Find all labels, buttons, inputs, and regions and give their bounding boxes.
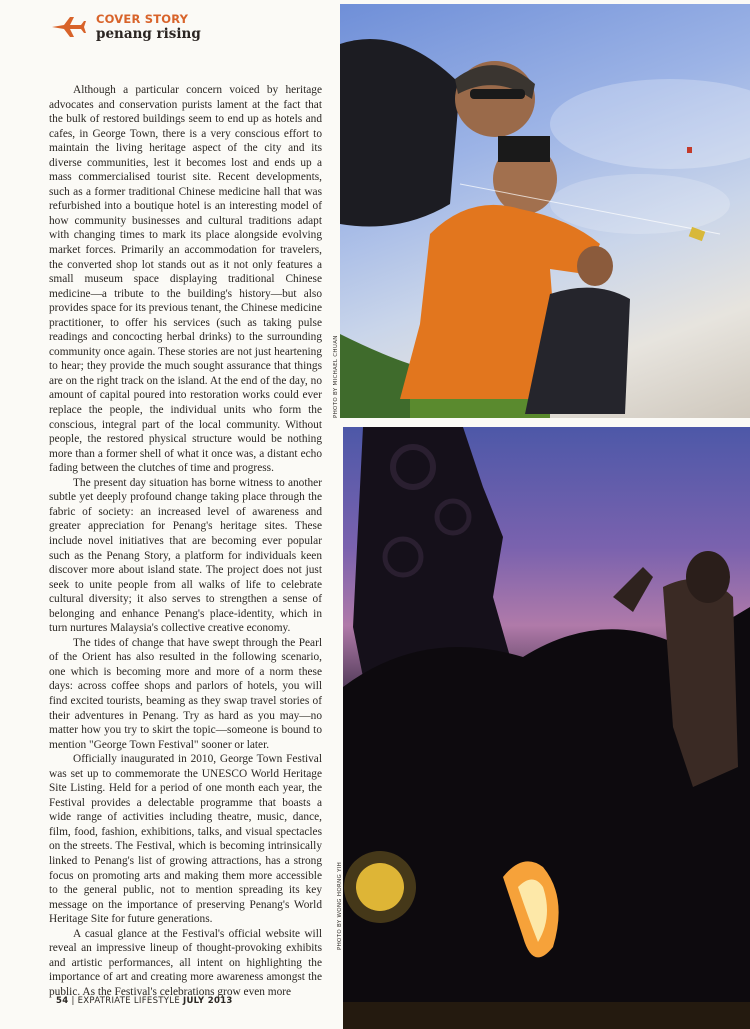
section-subtitle: penang rising — [96, 26, 201, 42]
page-number: 54 — [56, 996, 69, 1006]
photo-credit-top: PHOTO BY MICHAEL CHUAN — [333, 335, 339, 418]
section-header — [50, 10, 250, 46]
article-paragraph: Officially inaugurated in 2010, George Town Festival was set up to commemorate the UNESCO World Heritage Site Listing. Held for a period of one month each year, the Festival provides a delectable programme that boasts a wide range of activities including theatre, music, dance, film, food, fashion, exhibitions, talks, and visual spectacles on the streets. The Festival, which is becoming intrinsically linked to Penang's list of growing attractions, has a strong focus on promoting arts and making them more accessible to the general public, not to mention spreading its key message on the importance of preserving Penang's World Heritage Site for future generations. — [49, 753, 322, 926]
article-paragraph: The tides of change that have swept through the Pearl of the Orient has also resulted in the following scenario, one which is becoming more and more of a norm these days: across coffee shops and parlors of hotels, you will find excited tourists, beaming as they swap travel stories of their adventures in Penang. Try as hard as you may—no matter how you try to skirt the topic—someone is bound to mention "George Town Festival" sooner or later. — [49, 636, 322, 751]
photo-credit-bottom: PHOTO BY WONG HORNG YIH — [337, 861, 343, 950]
article-paragraph: The present day situation has borne witness to another subtle yet deeply profound change taking place through the fabric of society: an increased level of awareness and greater appreciation for Penang's heritage sites. These include novel initiatives that are becoming ever popular such as the Penang Story, a platform for individuals keen discover more about island state. The project does not just seek to unite people from all walks of life to celebrate cultural diversity; it also serves to strengthen a sense of belonging and enhance Penang's place-identity, which in turn nurtures Malaysia's collective creative economy. — [49, 476, 322, 635]
article-paragraph: A casual glance at the Festival's official website will reveal an impressive lineup of thought-provoking exhibits and artistic performances, all intent on highlighting the importance of art and creating more awareness amongst the public. As the Festival's celebrations grow even more — [49, 927, 322, 998]
article-body — [49, 83, 322, 998]
page-footer — [56, 996, 233, 1006]
article-paragraph: Although a particular concern voiced by heritage advocates and conservation purists lament at the fact that the bulk of restored buildings seem to end up as hotels and cafes, in George Town, there is a very conscious effort to maintain the living heritage aspect of the city and its diverse communities, lest it becomes lost and ends up a mass commercialised tourist site. Recent developments, such as a former traditional Chinese medicine hall that was refurbished into a boutique hotel is an interesting model of how community businesses and cultural traditions adapt with changing times to mark its place alongside evolving market forces. Primarily an accommodation for travelers, the converted shop lot stands out as it not only features a small museum space displaying traditional Chinese medicine—a tribute to the building's history—but also provides space for its previous tenant, the Chinese medicine practitioner, to offer his services (such as taking pulse readings and concocting herbal drinks) to the surrounding community once again. These stories are not just heartening to hear; they provide the much sought assurance that things are on the right track on the island. At the end of the day, no amount of capital poured into restoration works could ever replace the people, the individual units who form the conscious, integral part of the local community. Without people, the restored physical structure would be nothing more than a former shell of what it once was, a distant echo fading between the clutches of time and progress. — [49, 84, 322, 475]
footer-separator: | — [71, 996, 75, 1006]
magazine-name: EXPATRIATE LIFESTYLE — [77, 996, 180, 1006]
issue-date: JULY 2013 — [183, 996, 233, 1006]
fire-performer-photo — [343, 427, 750, 1029]
plane-icon — [50, 16, 86, 38]
section-label: COVER STORY — [96, 12, 189, 26]
kite-flyers-photo — [340, 4, 750, 418]
